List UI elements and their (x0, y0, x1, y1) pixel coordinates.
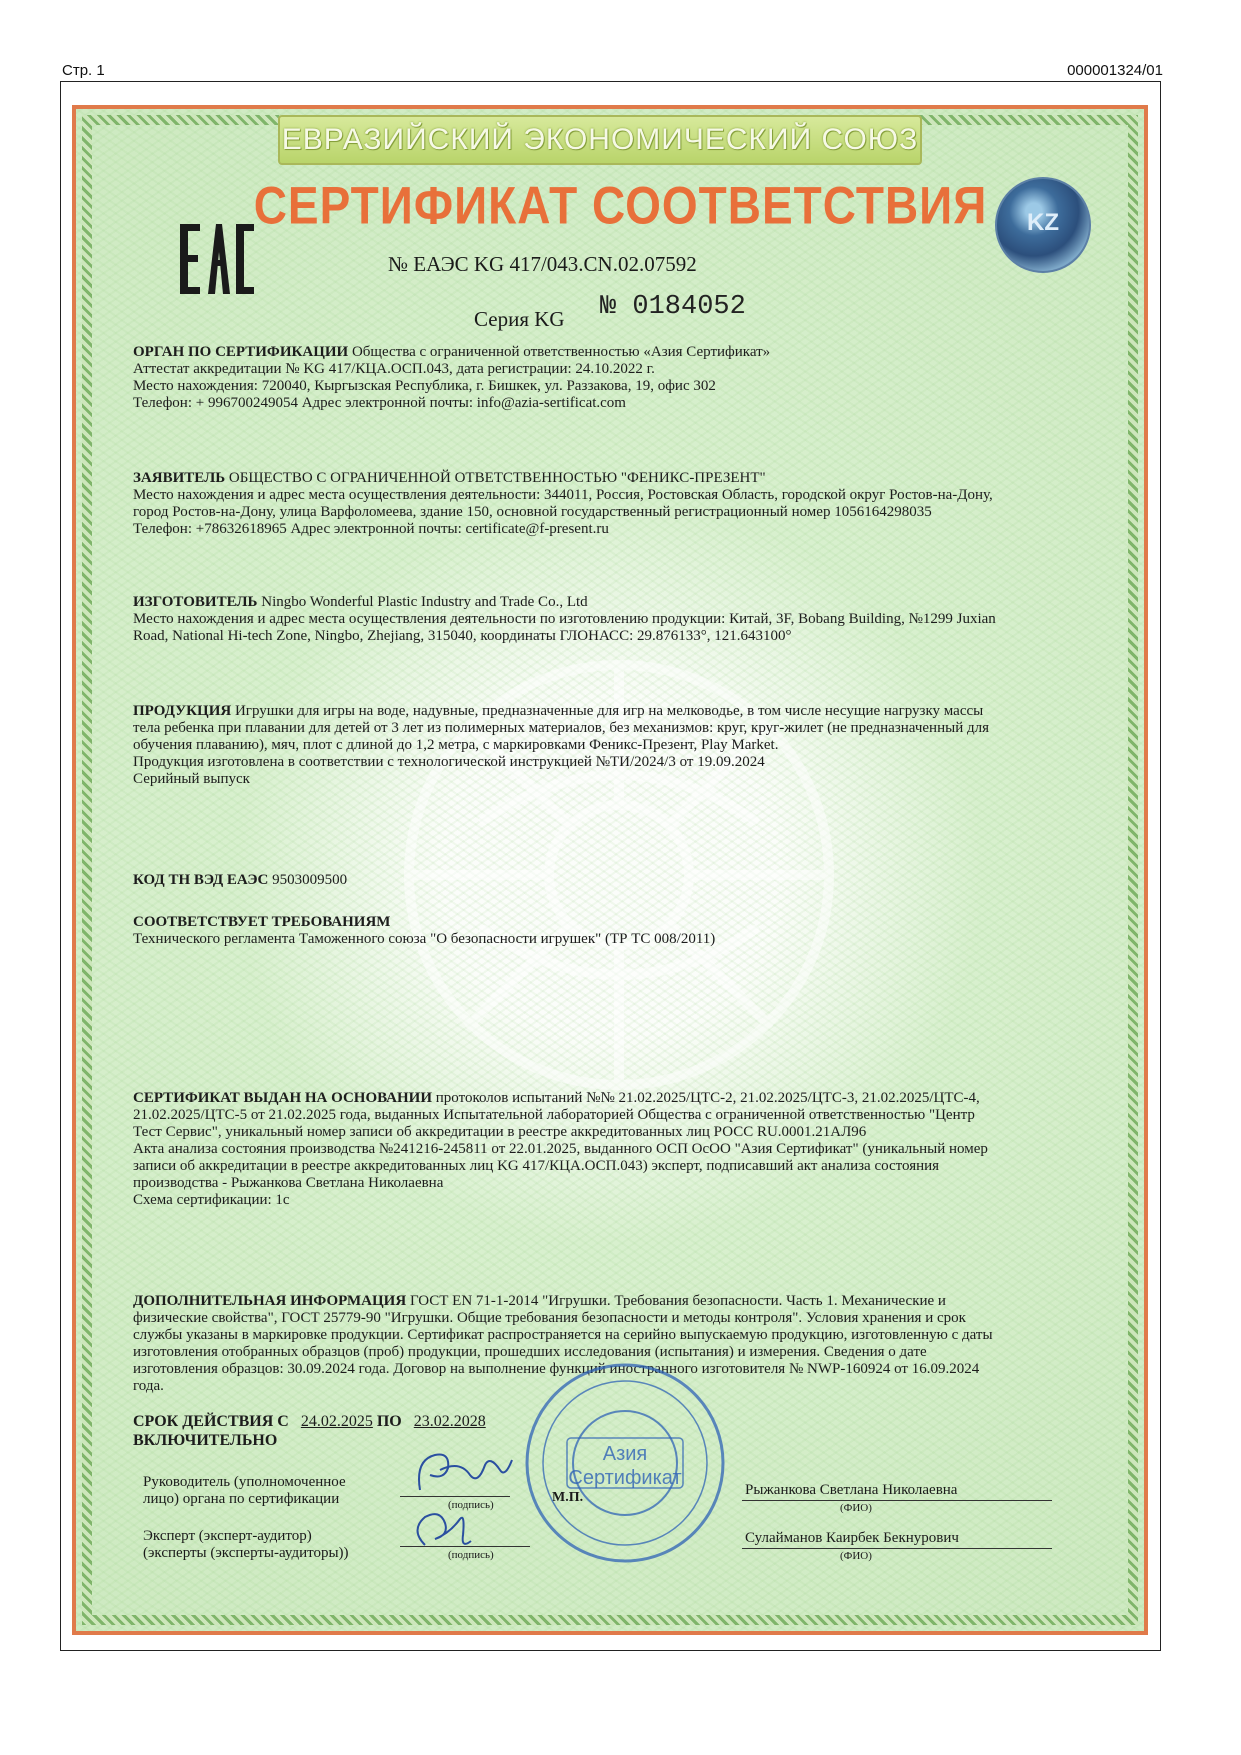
product-text-4: Продукция изготовлена в соответствии с технологической инструкцией №ТИ/2024/3 от 19.09.2024 (133, 754, 765, 770)
additional-text-5: изготовления образцов: 30.09.2024 года. Договор на выполнение функций иностранного изготовителя № NWP-160924 от 16.09.2024 (133, 1361, 980, 1377)
eaeu-banner: ЕВРАЗИЙСКИЙ ЭКОНОМИЧЕСКИЙ СОЮЗ (278, 115, 922, 165)
basis-text-6: производства - Рыжанкова Светлана Николаевна (133, 1175, 444, 1191)
stamp-text-2: Сертификат (568, 1467, 682, 1489)
organ-name: Общества с ограниченной ответственностью «Азия Сертификат» (348, 344, 771, 360)
expert-fio-caption: (ФИО) (840, 1550, 872, 1562)
expert-label-2: (эксперты (эксперты-аудиторы)) (143, 1545, 349, 1561)
product-section (133, 703, 1093, 788)
basis-text-2: 21.02.2025/ЦТС-5 от 21.02.2025 года, выданных Испытательной лабораторией Общества с ограниченной ответственностью "Центр (133, 1107, 975, 1123)
expert-label-1: Эксперт (эксперт-аудитор) (143, 1528, 312, 1544)
certification-body-section (133, 344, 1093, 412)
validity-to-label: ПО (376, 1413, 402, 1430)
product-text-2: тела ребенка при плавании для детей от 3 лет из полимерных материалов, без механизмов: круг, круг-жилет (не предназначенный для (133, 720, 989, 736)
expert-name: Сулайманов Каирбек Бекнурович (745, 1530, 959, 1546)
series-label: Серия KG (474, 307, 565, 331)
comply-heading: СООТВЕТСТВУЕТ ТРЕБОВАНИЯМ (133, 914, 391, 930)
applicant-contacts: Телефон: +78632618965 Адрес электронной почты: certificate@f-present.ru (133, 521, 609, 537)
eac-logo-icon (178, 222, 256, 296)
expert-signature-icon (405, 1505, 485, 1555)
applicant-heading: ЗАЯВИТЕЛЬ (133, 470, 226, 486)
expert-sign-caption: (подпись) (448, 1549, 494, 1561)
head-name: Рыжанкова Светлана Николаевна (745, 1482, 958, 1498)
additional-text-6: года. (133, 1378, 164, 1394)
compliance-section (133, 914, 1093, 948)
basis-text-7: Схема сертификации: 1с (133, 1192, 290, 1208)
head-fio-caption: (ФИО) (840, 1502, 872, 1514)
code-heading: КОД ТН ВЭД ЕАЭС (133, 872, 269, 888)
stamp-text-1: Азия (602, 1443, 648, 1465)
validity-to-date: 23.02.2028 (413, 1413, 486, 1430)
tnved-code-section (133, 872, 1093, 889)
applicant-address-2: город Ростов-на-Дону, улица Варфоломеева, здание 150, основной государственный регистрационный номер 1056164298035 (133, 504, 932, 520)
certificate-number: № ЕАЭС KG 417/043.CN.02.07592 (388, 252, 697, 276)
head-signature-icon (410, 1440, 520, 1500)
maker-heading: ИЗГОТОВИТЕЛЬ (133, 594, 258, 610)
organ-address: Место нахождения: 720040, Кыргызская Республика, г. Бишкек, ул. Раззакова, 19, офис 302 (133, 378, 716, 394)
expert-label (143, 1528, 349, 1562)
product-heading: ПРОДУКЦИЯ (133, 703, 232, 719)
maker-name: Ningbo Wonderful Plastic Industry and Trade Co., Ltd (257, 594, 588, 610)
manufacturer-section (133, 594, 1093, 645)
validity-inclusive-label: ВКЛЮЧИТЕЛЬНО (133, 1432, 278, 1449)
document-code: 000001324/01 (1067, 62, 1163, 79)
certificate-title: СЕРТИФИКАТ СООТВЕТСТВИЯ (253, 175, 988, 235)
series-number: № 0184052 (600, 292, 746, 322)
code-value: 9503009500 (268, 872, 348, 888)
page-number: Стр. 1 (62, 62, 105, 79)
additional-text-2: физические свойства", ГОСТ 25779-90 "Игрушки. Общие требования безопасности и методы контроля". Условия хранения и срок (133, 1310, 966, 1326)
head-label-2: лицо) органа по сертификации (143, 1491, 340, 1507)
maker-address-1: Место нахождения и адрес места осуществления деятельности по изготовлению продукции: Китай, 3F, Bobang Building, №1299 Juxian (133, 611, 996, 627)
product-text-3: обучения плаванию), мяч, плот с длиной до 1,2 метра, с маркировками Феникс-Презент, Play Market. (133, 737, 779, 753)
head-name-line (742, 1500, 1052, 1501)
hologram-seal (995, 177, 1091, 273)
organ-accreditation: Аттестат аккредитации № KG 417/КЦА.ОСП.043, дата регистрации: 24.10.2022 г. (133, 361, 655, 377)
organ-stamp-icon (522, 1360, 728, 1566)
basis-text-1: протоколов испытаний №№ 21.02.2025/ЦТС-2, 21.02.2025/ЦТС-3, 21.02.2025/ЦТС-4, (432, 1090, 980, 1106)
organ-contacts: Телефон: + 996700249054 Адрес электронной почты: info@azia-sertificat.com (133, 395, 626, 411)
head-label-1: Руководитель (уполномоченное (143, 1474, 346, 1490)
validity-from-label: СРОК ДЕЙСТВИЯ С (133, 1413, 289, 1430)
applicant-address-1: Место нахождения и адрес места осуществления деятельности: 344011, Россия, Ростовская Область, городской округ Ростов-на-Дону, (133, 487, 993, 503)
product-text-1: Игрушки для игры на воде, надувные, предназначенные для игр на мелководье, в том числе несущие нагрузку массы (231, 703, 984, 719)
hologram-text: KZ (1027, 209, 1059, 236)
additional-heading: ДОПОЛНИТЕЛЬНАЯ ИНФОРМАЦИЯ (133, 1293, 407, 1309)
expert-name-line (742, 1548, 1052, 1549)
applicant-section (133, 470, 1093, 538)
additional-text-3: службы указаны в маркировке продукции. Сертификат распространяется на серийно выпускаемую продукцию, изготовленную с даты (133, 1327, 993, 1343)
basis-section (133, 1090, 1093, 1209)
additional-text-1: ГОСТ EN 71-1-2014 "Игрушки. Требования безопасности. Часть 1. Механические и (406, 1293, 946, 1309)
head-label (143, 1474, 346, 1508)
basis-text-5: записи об аккредитации в реестре аккредитованных лиц KG 417/КЦА.ОСП.043) эксперт, подписавший акт анализа состояния (133, 1158, 940, 1174)
maker-address-2: Road, National Hi-tech Zone, Ningbo, Zhejiang, 315040, координаты ГЛОНАСС: 29.876133°, 121.643100° (133, 628, 792, 644)
product-text-5: Серийный выпуск (133, 771, 250, 787)
head-sign-caption: (подпись) (448, 1499, 494, 1511)
comply-text: Технического регламента Таможенного союза "О безопасности игрушек" (ТР ТС 008/2011) (133, 931, 716, 947)
organ-heading: ОРГАН ПО СЕРТИФИКАЦИИ (133, 344, 349, 360)
basis-text-3: Тест Сервис", уникальный номер записи об аккредитации в реестре аккредитованных лиц РОСС RU.0001.21АЛ96 (133, 1124, 867, 1140)
basis-text-4: Акта анализа состояния производства №241216-245811 от 22.01.2025, выданного ОСП ОсОО "Азия Сертификат" (уникальный номер (133, 1141, 988, 1157)
validity-from-date: 24.02.2025 (300, 1413, 373, 1430)
basis-heading: СЕРТИФИКАТ ВЫДАН НА ОСНОВАНИИ (133, 1090, 433, 1106)
stamp-mark-label: М.П. (552, 1490, 584, 1505)
applicant-name: ОБЩЕСТВО С ОГРАНИЧЕННОЙ ОТВЕТСТВЕННОСТЬЮ "ФЕНИКС-ПРЕЗЕНТ" (225, 470, 766, 486)
additional-text-4: изготовления отобранных образцов (проб) продукции, прошедших исследования (испытания) и измерения. Сведения о дате (133, 1344, 927, 1360)
